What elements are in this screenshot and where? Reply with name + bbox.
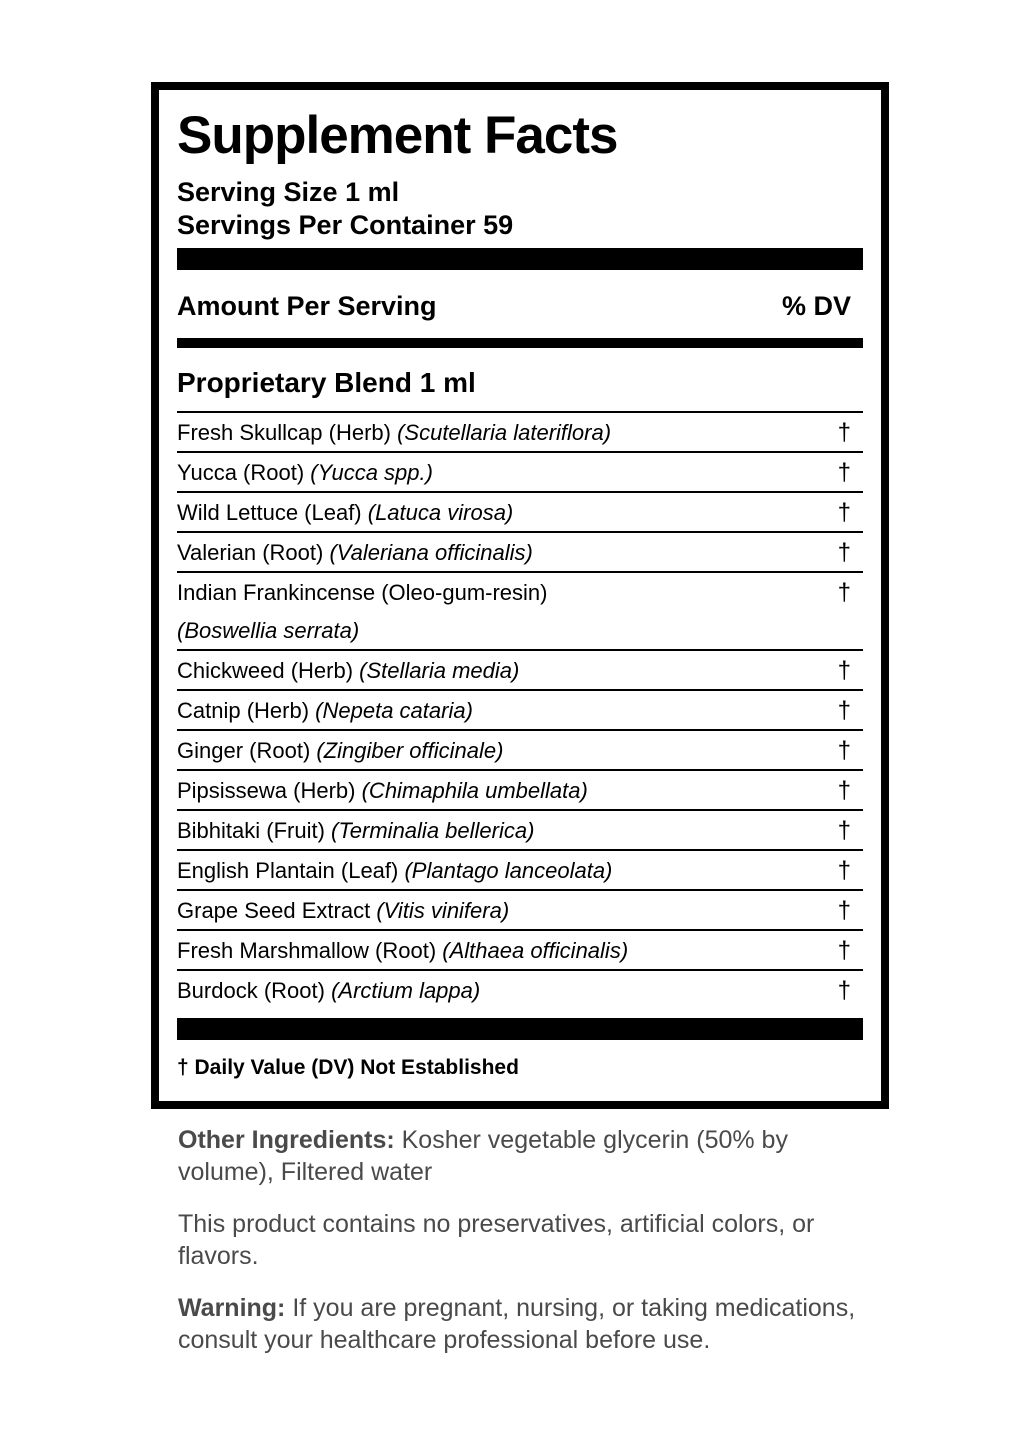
dagger-mark: †	[837, 697, 851, 724]
ingredient-latin-name: (Althaea officinalis)	[442, 938, 629, 963]
ingredient-row	[177, 649, 863, 689]
ingredient-row	[177, 411, 863, 451]
amount-header-row	[177, 289, 863, 323]
dagger-mark: †	[837, 579, 851, 606]
ingredient-row	[177, 451, 863, 491]
ingredient-row	[177, 849, 863, 889]
ingredient-row	[177, 769, 863, 809]
ingredient-name: Wild Lettuce (Leaf)	[177, 500, 368, 525]
other-ingredients-text: Kosher vegetable glycerin (50% by volume), Filtered water	[178, 1126, 788, 1186]
ingredient-name: Chickweed (Herb)	[177, 658, 360, 683]
ingredient-latin-name: (Stellaria media)	[359, 658, 520, 683]
dagger-mark: †	[837, 499, 851, 526]
ingredient-row	[177, 571, 863, 649]
ingredient-list	[177, 411, 863, 1009]
dagger-mark: †	[837, 419, 851, 446]
warning-statement	[178, 1292, 858, 1356]
dagger-mark: †	[837, 897, 851, 924]
ingredient-row	[177, 729, 863, 769]
dv-header: % DV	[781, 291, 851, 321]
ingredient-latin-name: (Valeriana officinalis)	[329, 540, 533, 565]
ingredient-row	[177, 889, 863, 929]
dagger-mark: †	[837, 817, 851, 844]
ingredient-name: Valerian (Root)	[177, 540, 330, 565]
no-preservatives-statement: This product contains no preservatives, artificial colors, or flavors.	[178, 1210, 815, 1270]
ingredient-row	[177, 531, 863, 571]
ingredient-name: Grape Seed Extract	[177, 898, 377, 923]
other-ingredients-label: Other Ingredients:	[178, 1126, 395, 1154]
servings-per-container: Servings Per Container 59	[177, 210, 514, 240]
ingredient-name: Pipsissewa (Herb)	[177, 778, 362, 803]
amount-per-serving-header: Amount Per Serving	[177, 291, 437, 321]
ingredient-latin-name: (Arctium lappa)	[331, 978, 481, 1003]
supplement-facts-panel	[151, 82, 889, 1109]
ingredient-name: Ginger (Root)	[177, 738, 317, 763]
thick-divider	[177, 248, 863, 270]
proprietary-blend-title: Proprietary Blend 1 ml	[177, 367, 476, 398]
dagger-mark: †	[837, 777, 851, 804]
ingredient-name: Bibhitaki (Fruit)	[177, 818, 332, 843]
ingredient-latin-name: (Chimaphila umbellata)	[361, 778, 588, 803]
ingredient-row	[177, 491, 863, 531]
other-ingredients	[178, 1124, 858, 1188]
dagger-mark: †	[837, 459, 851, 486]
dagger-mark: †	[837, 657, 851, 684]
ingredient-name: Catnip (Herb)	[177, 698, 316, 723]
ingredient-latin-name: (Nepeta cataria)	[315, 698, 473, 723]
ingredient-latin-name: (Yucca spp.)	[310, 460, 433, 485]
thick-divider	[177, 1018, 863, 1040]
ingredient-latin-name: (Plantago lanceolata)	[404, 858, 613, 883]
ingredient-latin-name: (Latuca virosa)	[367, 500, 514, 525]
dv-footnote: † Daily Value (DV) Not Established	[177, 1056, 519, 1079]
ingredient-row	[177, 689, 863, 729]
ingredient-name: Burdock (Root)	[177, 978, 332, 1003]
warning-text: If you are pregnant, nursing, or taking medications, consult your healthcare professional before use.	[178, 1294, 856, 1354]
serving-size: Serving Size 1 ml	[177, 177, 400, 207]
dagger-mark: †	[837, 977, 851, 1004]
ingredient-latin-name: (Scutellaria lateriflora)	[397, 420, 612, 445]
ingredient-latin-name: (Terminalia bellerica)	[331, 818, 535, 843]
ingredient-name: Fresh Skullcap (Herb)	[177, 420, 398, 445]
dagger-mark: †	[837, 857, 851, 884]
ingredient-name: Indian Frankincense (Oleo-gum-resin)	[177, 580, 548, 605]
warning-label: Warning:	[178, 1294, 286, 1322]
ingredient-latin-name: (Zingiber officinale)	[316, 738, 504, 763]
ingredient-name: English Plantain (Leaf)	[177, 858, 405, 883]
panel-title: Supplement Facts	[177, 106, 618, 165]
ingredient-row	[177, 969, 863, 1009]
medium-divider	[177, 338, 863, 348]
ingredient-name: Yucca (Root)	[177, 460, 311, 485]
dagger-mark: †	[837, 937, 851, 964]
ingredient-latin-name: (Vitis vinifera)	[376, 898, 510, 923]
ingredient-row	[177, 809, 863, 849]
ingredient-name: Fresh Marshmallow (Root)	[177, 938, 443, 963]
dagger-mark: †	[837, 539, 851, 566]
ingredient-row	[177, 929, 863, 969]
ingredient-latin-name: (Boswellia serrata)	[177, 618, 360, 643]
dagger-mark: †	[837, 737, 851, 764]
